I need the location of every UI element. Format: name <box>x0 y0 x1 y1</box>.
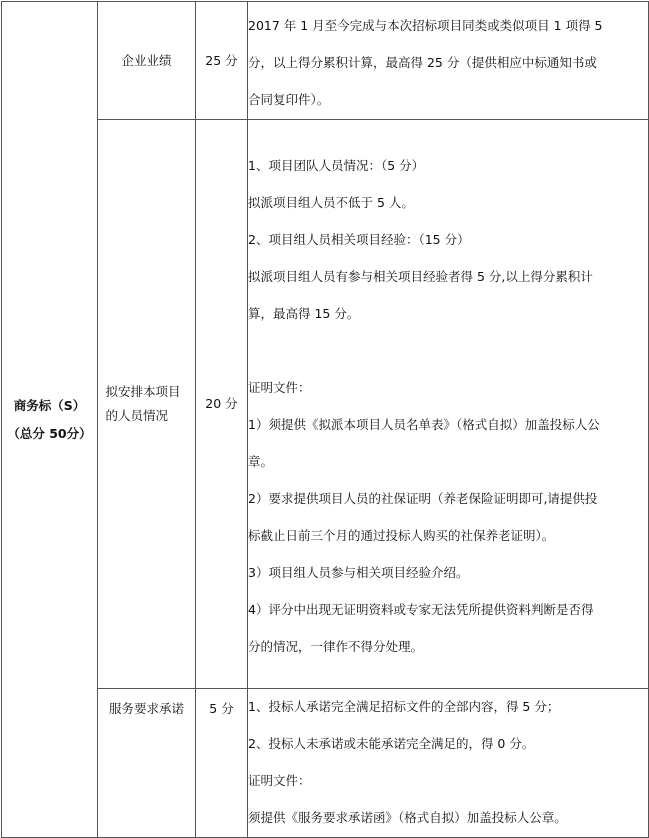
criteria-line: 3）项目组人员参与相关项目经验介绍。 <box>248 564 469 580</box>
section-cell <box>2 2 98 838</box>
criteria-line: 证明文件： <box>248 379 311 395</box>
criteria-line: 分的情况，一律作不得分处理。 <box>248 638 424 654</box>
table-row <box>2 2 649 120</box>
table-row <box>2 120 649 689</box>
criteria-cell <box>248 689 649 838</box>
score-cell: 25 分 <box>196 2 248 120</box>
item-cell <box>98 120 196 689</box>
item-label: 服务要求承诺 <box>108 701 184 716</box>
criteria-line: 1、投标人承诺完全满足招标文件的全部内容，得 5 分； <box>248 699 560 714</box>
criteria-line: 2、投标人未承诺或未能承诺完全满足的，得 0 分。 <box>248 736 535 751</box>
criteria-line: 1）须提供《拟派本项目人员名单表》（格式自拟）加盖投标人公 <box>248 416 600 432</box>
item-cell <box>98 689 196 838</box>
criteria-line: 2、项目组人员相关项目经验：（15 分） <box>248 231 470 247</box>
criteria-line: 拟派项目组人员不低于 5 人。 <box>248 194 414 210</box>
section-title: 商务标（S） <box>13 397 86 413</box>
criteria-line: 4）评分中出现无证明资料或专家无法凭所提供资料判断是否得 <box>248 601 594 617</box>
table-row <box>2 689 649 838</box>
criteria-line: 2）要求提供项目人员的社保证明（养老保险证明即可,请提供投 <box>248 490 598 506</box>
item-label: 企业业绩 <box>121 52 172 68</box>
criteria-line: 拟派项目组人员有参与相关项目经验者得 5 分,以上得分累积计 <box>248 268 593 284</box>
criteria-line: 分，以上得分累积计算，最高得 25 分（提供相应中标通知书或 <box>248 55 597 70</box>
criteria-cell <box>248 2 649 120</box>
criteria-line: 须提供《服务要求承诺函》（格式自拟）加盖投标人公章。 <box>248 810 567 825</box>
score-cell: 5 分 <box>196 689 248 838</box>
section-total: （总分 50分） <box>7 425 92 441</box>
score-cell: 20 分 <box>196 120 248 689</box>
criteria-line: 证明文件： <box>248 773 311 788</box>
item-label: 拟安排本项目的人员情况 <box>105 384 181 423</box>
scoring-table <box>1 1 649 838</box>
criteria-line: 合同复印件）。 <box>248 92 330 107</box>
blank-line <box>248 333 648 370</box>
criteria-line: 章。 <box>248 453 274 469</box>
criteria-line: 2017 年 1 月至今完成与本次招标项目同类或类似项目 1 项得 5 <box>248 18 603 33</box>
criteria-line: 标截止日前三个月的通过投标人购买的社保养老证明）。 <box>248 527 555 543</box>
item-cell <box>98 2 196 120</box>
criteria-cell <box>248 120 649 689</box>
criteria-line: 1、项目团队人员情况：（5 分） <box>248 157 425 173</box>
criteria-line: 算，最高得 15 分。 <box>248 305 360 321</box>
